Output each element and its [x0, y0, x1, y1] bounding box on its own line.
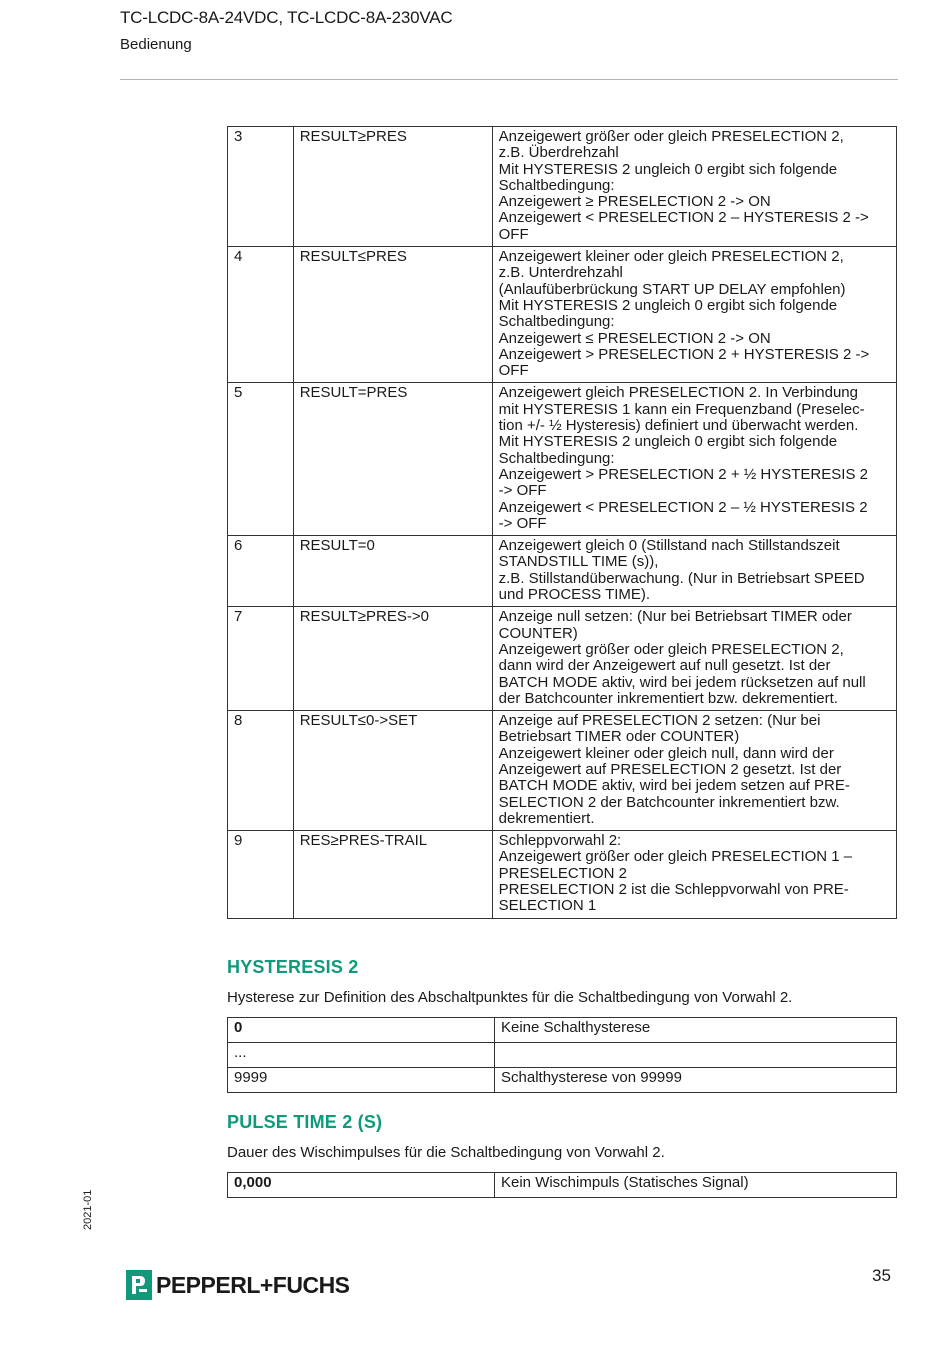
logo-text: PEPPERL+FUCHS [156, 1271, 350, 1298]
switching-mode: RESULT≤PRES [293, 247, 492, 383]
row-number: 5 [228, 383, 294, 536]
mode-description [492, 383, 896, 536]
description-line: Anzeige null setzen: (Nur bei Betriebsart TIMER oder [498, 608, 852, 626]
table-row [228, 1018, 897, 1043]
switching-mode: RES≥PRES-TRAIL [293, 831, 492, 918]
mode-description [492, 831, 896, 918]
document-date: 2021-01 [82, 1189, 94, 1230]
table-row [228, 536, 897, 607]
description-line: PRESELECTION 2 [498, 864, 628, 882]
description-line: Anzeigewert größer oder gleich PRESELECTION 2, [498, 640, 844, 658]
param-value: 0 [228, 1018, 495, 1043]
row-number: 3 [228, 127, 294, 247]
description-line: Anzeigewert ≥ PRESELECTION 2 -> ON [498, 193, 771, 211]
param-value: 0,000 [228, 1173, 495, 1198]
switching-mode: RESULT=0 [293, 536, 492, 607]
row-number: 7 [228, 607, 294, 711]
description-line: dann wird der Anzeigewert auf null gesetzt. Ist der [498, 657, 831, 675]
description-line: Anzeigewert kleiner oder gleich null, dann wird der [498, 744, 834, 762]
pepperl-fuchs-logo-icon [126, 1270, 152, 1300]
row-number: 6 [228, 536, 294, 607]
description-line: PRESELECTION 2 ist die Schleppvorwahl von PRE- [498, 881, 849, 899]
page-number: 35 [872, 1266, 891, 1285]
description-line: Anzeigewert < PRESELECTION 2 – ½ HYSTERESIS 2 [498, 498, 868, 516]
description-line: BATCH MODE aktiv, wird bei jedem rücksetzen auf null [498, 673, 866, 691]
description-line: BATCH MODE aktiv, wird bei jedem setzen auf PRE- [498, 777, 850, 795]
mode-description [492, 536, 896, 607]
description-line: Anzeigewert < PRESELECTION 2 – HYSTERESIS 2 -> [498, 209, 869, 227]
description-line: SELECTION 1 [498, 897, 597, 915]
description-line: Mit HYSTERESIS 2 ungleich 0 ergibt sich folgende [498, 296, 838, 314]
description-line: Anzeige auf PRESELECTION 2 setzen: (Nur bei [498, 712, 821, 730]
pulse-time-table [227, 1172, 897, 1198]
row-number: 9 [228, 831, 294, 918]
description-line: Schaltbedingung: [498, 313, 615, 331]
table-row [228, 1173, 897, 1198]
description-line: COUNTER) [498, 624, 578, 642]
description-line: und PROCESS TIME). [498, 586, 651, 604]
switching-mode: RESULT≤0->SET [293, 711, 492, 831]
row-number: 8 [228, 711, 294, 831]
mode-description [492, 127, 896, 247]
description-line: tion +/- ½ Hysteresis) definiert und überwacht werden. [498, 417, 859, 435]
table-row [228, 383, 897, 536]
mode-description [492, 711, 896, 831]
description-line: Anzeigewert kleiner oder gleich PRESELECTION 2, [498, 248, 844, 266]
param-description: Schalthysterese von 99999 [495, 1068, 897, 1093]
company-logo [126, 1270, 350, 1300]
description-line: Schaltbedingung: [498, 449, 615, 467]
param-description [495, 1043, 897, 1068]
param-description: Kein Wischimpuls (Statisches Signal) [495, 1173, 897, 1198]
description-line: OFF [498, 362, 529, 380]
description-line: -> OFF [498, 514, 547, 532]
param-value: 9999 [228, 1068, 495, 1093]
description-line: z.B. Überdrehzahl [498, 144, 619, 162]
description-line: Mit HYSTERESIS 2 ungleich 0 ergibt sich folgende [498, 433, 838, 451]
table-row [228, 1068, 897, 1093]
description-line: z.B. Stillstandüberwachung. (Nur in Betriebsart SPEED [498, 569, 865, 587]
description-line: Anzeigewert > PRESELECTION 2 + HYSTERESIS 2 -> [498, 345, 870, 363]
description-line: Anzeigewert ≤ PRESELECTION 2 -> ON [498, 329, 771, 347]
table-row [228, 831, 897, 918]
table-row [228, 711, 897, 831]
description-line: Mit HYSTERESIS 2 ungleich 0 ergibt sich folgende [498, 160, 838, 178]
hysteresis-heading: HYSTERESIS 2 [227, 957, 359, 977]
pulse-time-heading: PULSE TIME 2 (S) [227, 1112, 383, 1132]
description-line: Anzeigewert gleich PRESELECTION 2. In Verbindung [498, 384, 858, 402]
row-number: 4 [228, 247, 294, 383]
switching-mode: RESULT=PRES [293, 383, 492, 536]
description-line: dekrementiert. [498, 809, 595, 827]
description-line: STANDSTILL TIME (s)), [498, 553, 659, 571]
mode-description [492, 607, 896, 711]
description-line: Betriebsart TIMER oder COUNTER) [498, 728, 740, 746]
description-line: (Anlaufüberbrückung START UP DELAY empfohlen) [498, 280, 846, 298]
table-row [228, 127, 897, 247]
description-line: Anzeigewert > PRESELECTION 2 + ½ HYSTERESIS 2 [498, 465, 868, 483]
header-divider [120, 79, 898, 80]
description-line: Schaltbedingung: [498, 176, 615, 194]
description-line: Anzeigewert größer oder gleich PRESELECTION 1 – [498, 848, 853, 866]
switching-mode: RESULT≥PRES->0 [293, 607, 492, 711]
section-subtitle: Bedienung [120, 36, 192, 53]
description-line: Anzeigewert auf PRESELECTION 2 gesetzt. Ist der [498, 760, 842, 778]
param-description: Keine Schalthysterese [495, 1018, 897, 1043]
description-line: SELECTION 2 der Batchcounter inkrementiert bzw. [498, 793, 840, 811]
table-row [228, 1043, 897, 1068]
description-line: z.B. Unterdrehzahl [498, 264, 623, 282]
description-line: Schleppvorwahl 2: [498, 832, 622, 850]
pulse-time-description: Dauer des Wischimpulses für die Schaltbedingung von Vorwahl 2. [227, 1144, 665, 1161]
table-row [228, 607, 897, 711]
description-line: -> OFF [498, 482, 547, 500]
description-line: Anzeigewert gleich 0 (Stillstand nach Stillstandszeit [498, 537, 840, 555]
switching-modes-table [227, 126, 897, 919]
description-line: Anzeigewert größer oder gleich PRESELECTION 2, [498, 128, 844, 145]
description-line: OFF [498, 225, 529, 243]
hysteresis-table [227, 1017, 897, 1093]
param-value: ... [228, 1043, 495, 1068]
hysteresis-description: Hysterese zur Definition des Abschaltpunktes für die Schaltbedingung von Vorwahl 2. [227, 989, 793, 1006]
description-line: mit HYSTERESIS 1 kann ein Frequenzband (Preselec- [498, 400, 865, 418]
description-line: der Batchcounter inkrementiert bzw. dekrementiert. [498, 689, 838, 707]
mode-description [492, 247, 896, 383]
table-row [228, 247, 897, 383]
document-title: TC-LCDC-8A-24VDC, TC-LCDC-8A-230VAC [120, 8, 453, 27]
switching-mode: RESULT≥PRES [293, 127, 492, 247]
